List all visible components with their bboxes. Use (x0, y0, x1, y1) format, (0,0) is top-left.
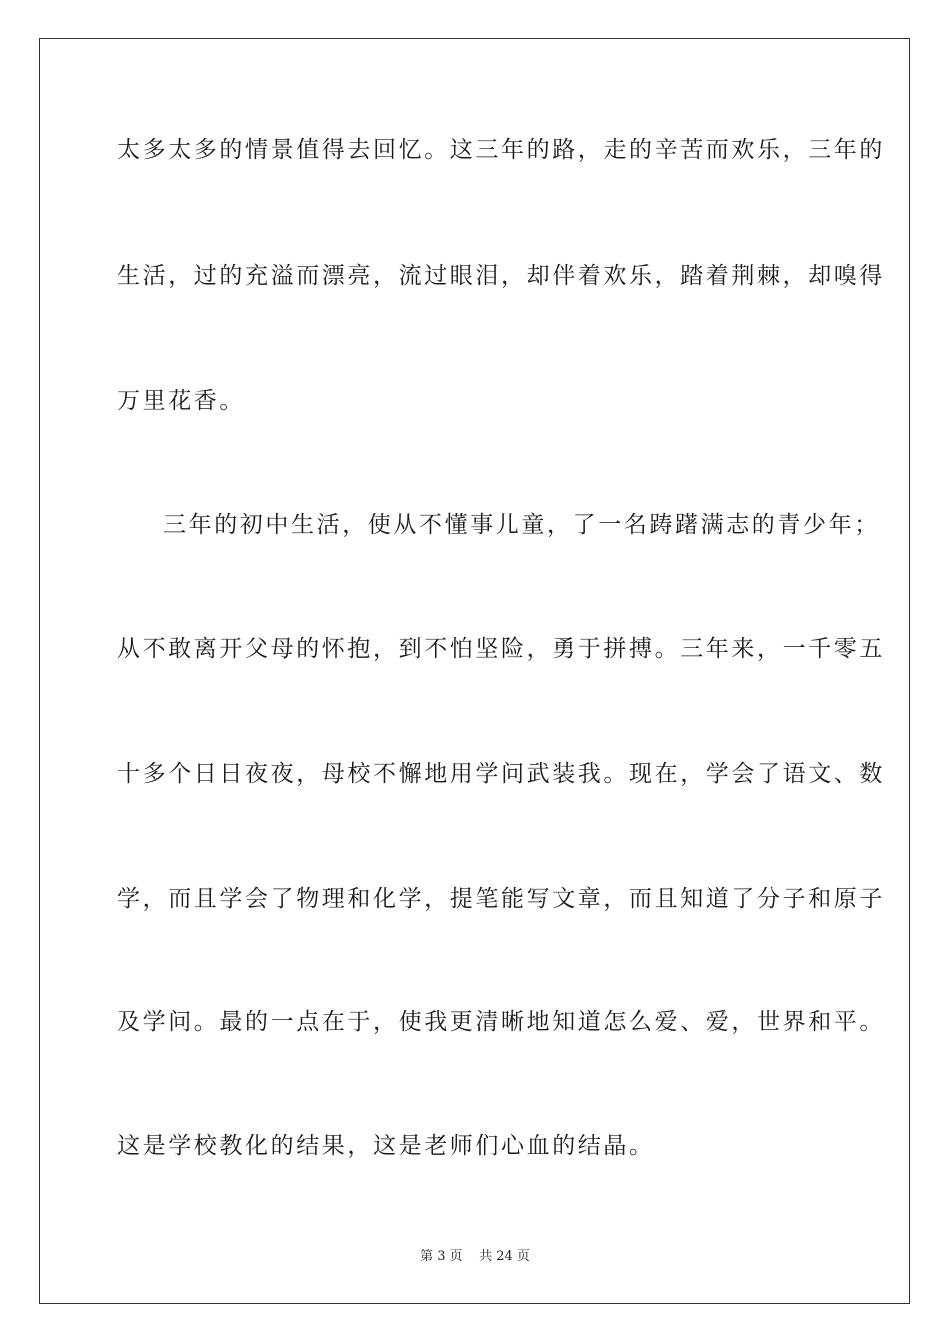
page-number-footer: 第 3 页 共 24 页 (420, 1249, 530, 1264)
text-line-3: 万里花香。 (117, 388, 245, 414)
page-border (39, 38, 910, 1304)
text-line-5: 从不敢离开父母的怀抱，到不怕坚险，勇于拼搏。三年来，一千零五 (117, 636, 885, 662)
text-line-7: 学，而且学会了物理和化学，提笔能写文章，而且知道了分子和原子 (117, 886, 885, 912)
text-line-8: 及学问。最的一点在于，使我更清晰地知道怎么爱、爱，世界和平。 (117, 1009, 885, 1035)
text-line-4: 三年的初中生活，使从不懂事儿童，了一名踌躇满志的青少年； (163, 512, 880, 538)
text-line-9: 这是学校教化的结果，这是老师们心血的结晶。 (117, 1133, 655, 1159)
text-line-2: 生活，过的充溢而漂亮，流过眼泪，却伴着欢乐，踏着荆棘，却嗅得 (117, 263, 885, 289)
text-line-6: 十多个日日夜夜，母校不懈地用学问武装我。现在，学会了语文、数 (117, 761, 885, 787)
text-line-1: 太多太多的情景值得去回忆。这三年的路，走的辛苦而欢乐，三年的 (117, 137, 885, 163)
